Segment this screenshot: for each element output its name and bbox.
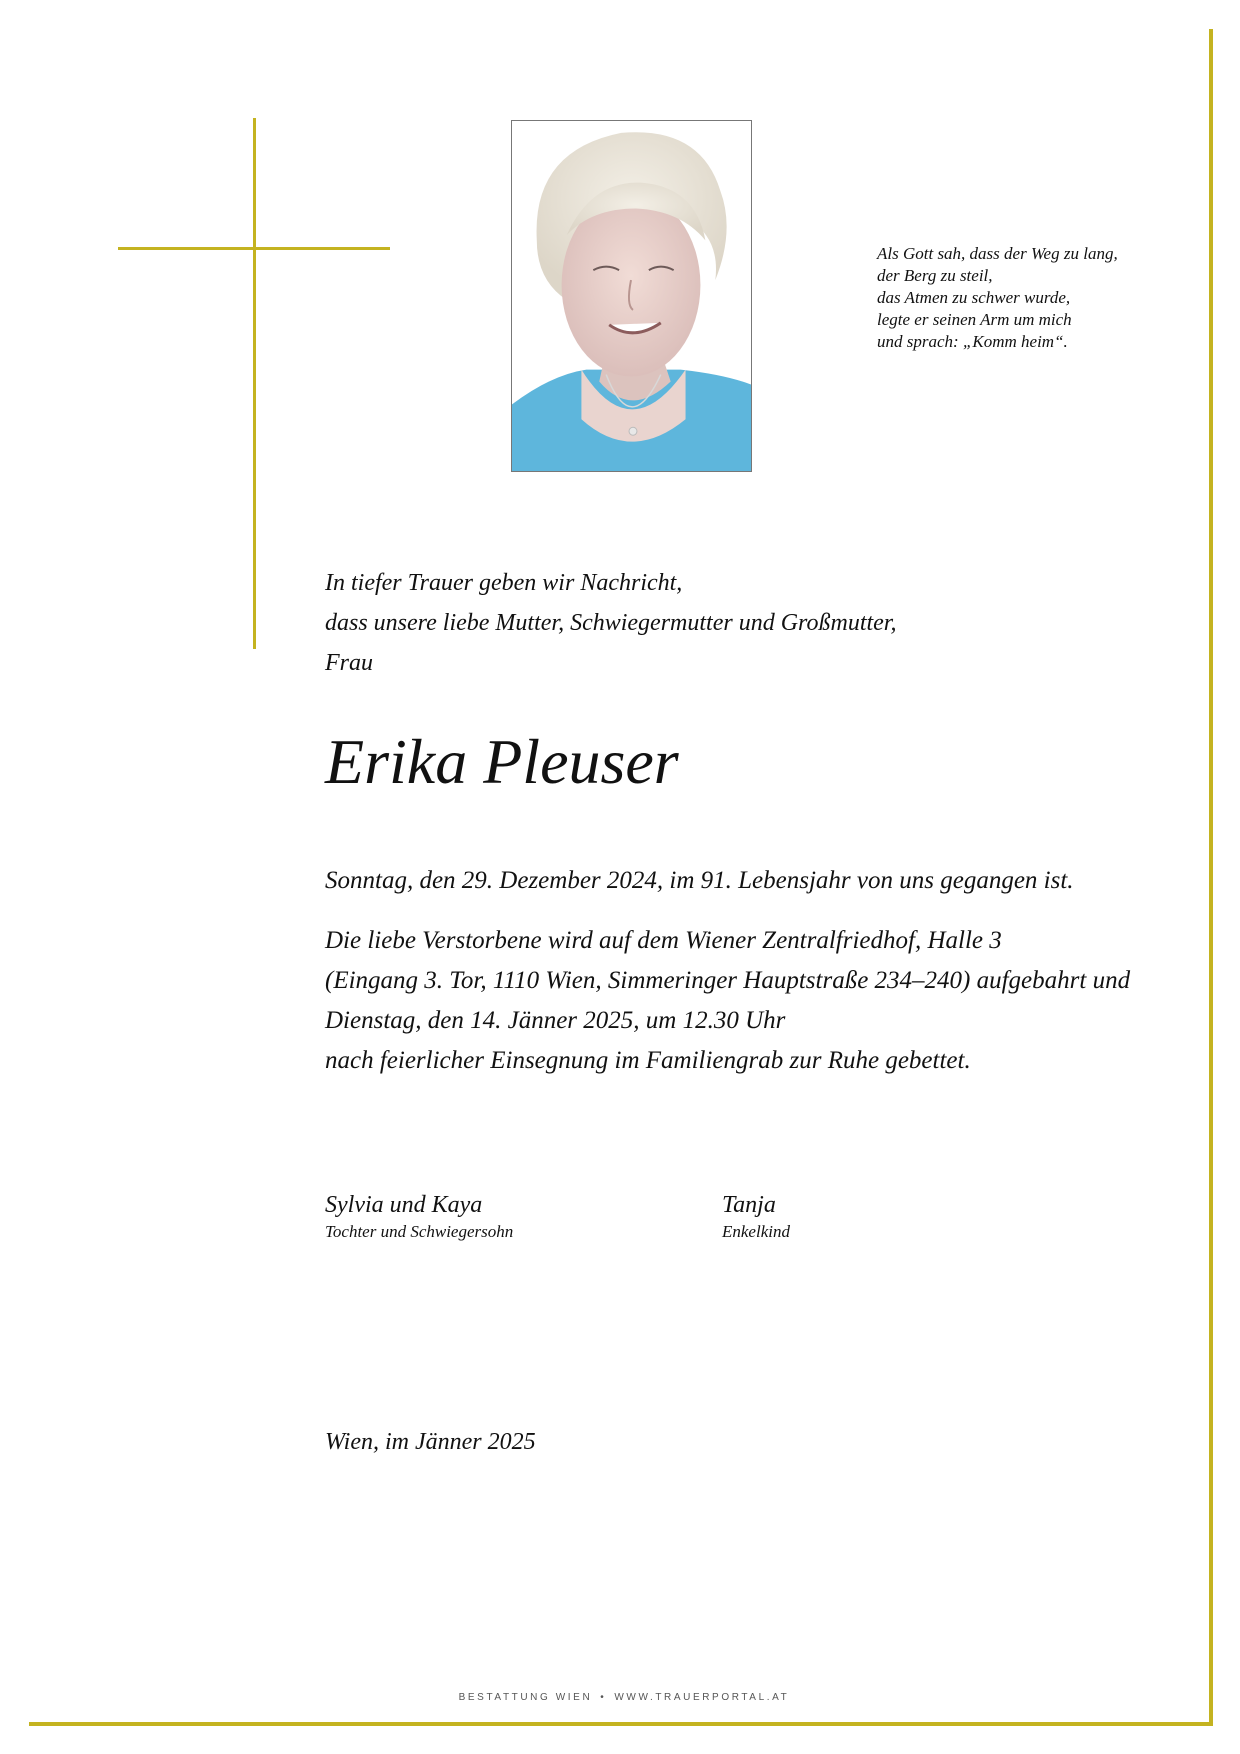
mourner bbox=[722, 1191, 790, 1243]
mourner bbox=[325, 1191, 513, 1243]
mourner-name: Sylvia und Kaya bbox=[325, 1192, 483, 1218]
cross-icon-vertical bbox=[253, 118, 256, 649]
intro-line: dass unsere liebe Mutter, Schwiegermutter und Großmutter, bbox=[325, 610, 897, 636]
poem-line: das Atmen zu schwer wurde, bbox=[877, 288, 1071, 307]
footer-website-link[interactable]: WWW.TRAUERPORTAL.AT bbox=[614, 1692, 790, 1703]
mourner-relation: Tochter und Schwiegersohn bbox=[325, 1222, 514, 1241]
intro-line: Frau bbox=[325, 650, 373, 676]
funeral-details bbox=[325, 921, 1130, 1081]
poem-line: der Berg zu steil, bbox=[877, 266, 993, 285]
cross-icon-horizontal bbox=[118, 247, 390, 250]
poem-line: und sprach: „Komm heim“. bbox=[877, 332, 1068, 351]
mourner-name: Tanja bbox=[722, 1192, 776, 1218]
poem-line: legte er seinen Arm um mich bbox=[877, 310, 1072, 329]
portrait-photo bbox=[511, 120, 752, 472]
intro-line: In tiefer Trauer geben wir Nachricht, bbox=[325, 570, 683, 596]
footer bbox=[0, 1692, 1240, 1703]
mourner-relation: Enkelkind bbox=[722, 1222, 790, 1241]
funeral-line: nach feierlicher Einsegnung im Familiengrab zur Ruhe gebettet. bbox=[325, 1047, 971, 1074]
place-date: Wien, im Jänner 2025 bbox=[325, 1429, 536, 1455]
poem bbox=[877, 243, 1118, 353]
frame-border-bottom bbox=[29, 1722, 1213, 1726]
frame-border-right bbox=[1209, 29, 1213, 1726]
footer-company: BESTATTUNG WIEN bbox=[458, 1692, 593, 1703]
funeral-line: Dienstag, den 14. Jänner 2025, um 12.30 Uhr bbox=[325, 1007, 786, 1034]
deceased-name: Erika Pleuser bbox=[325, 726, 679, 797]
funeral-line: Die liebe Verstorbene wird auf dem Wiener Zentralfriedhof, Halle 3 bbox=[325, 927, 1002, 954]
intro-text bbox=[325, 563, 897, 683]
poem-line: Als Gott sah, dass der Weg zu lang, bbox=[877, 244, 1118, 263]
date-of-death: Sonntag, den 29. Dezember 2024, im 91. Lebensjahr von uns gegangen ist. bbox=[325, 867, 1074, 894]
bullet-separator-icon: • bbox=[600, 1692, 607, 1703]
funeral-line: (Eingang 3. Tor, 1110 Wien, Simmeringer Hauptstraße 234–240) aufgebahrt und bbox=[325, 967, 1131, 994]
portrait-illustration bbox=[512, 121, 751, 471]
